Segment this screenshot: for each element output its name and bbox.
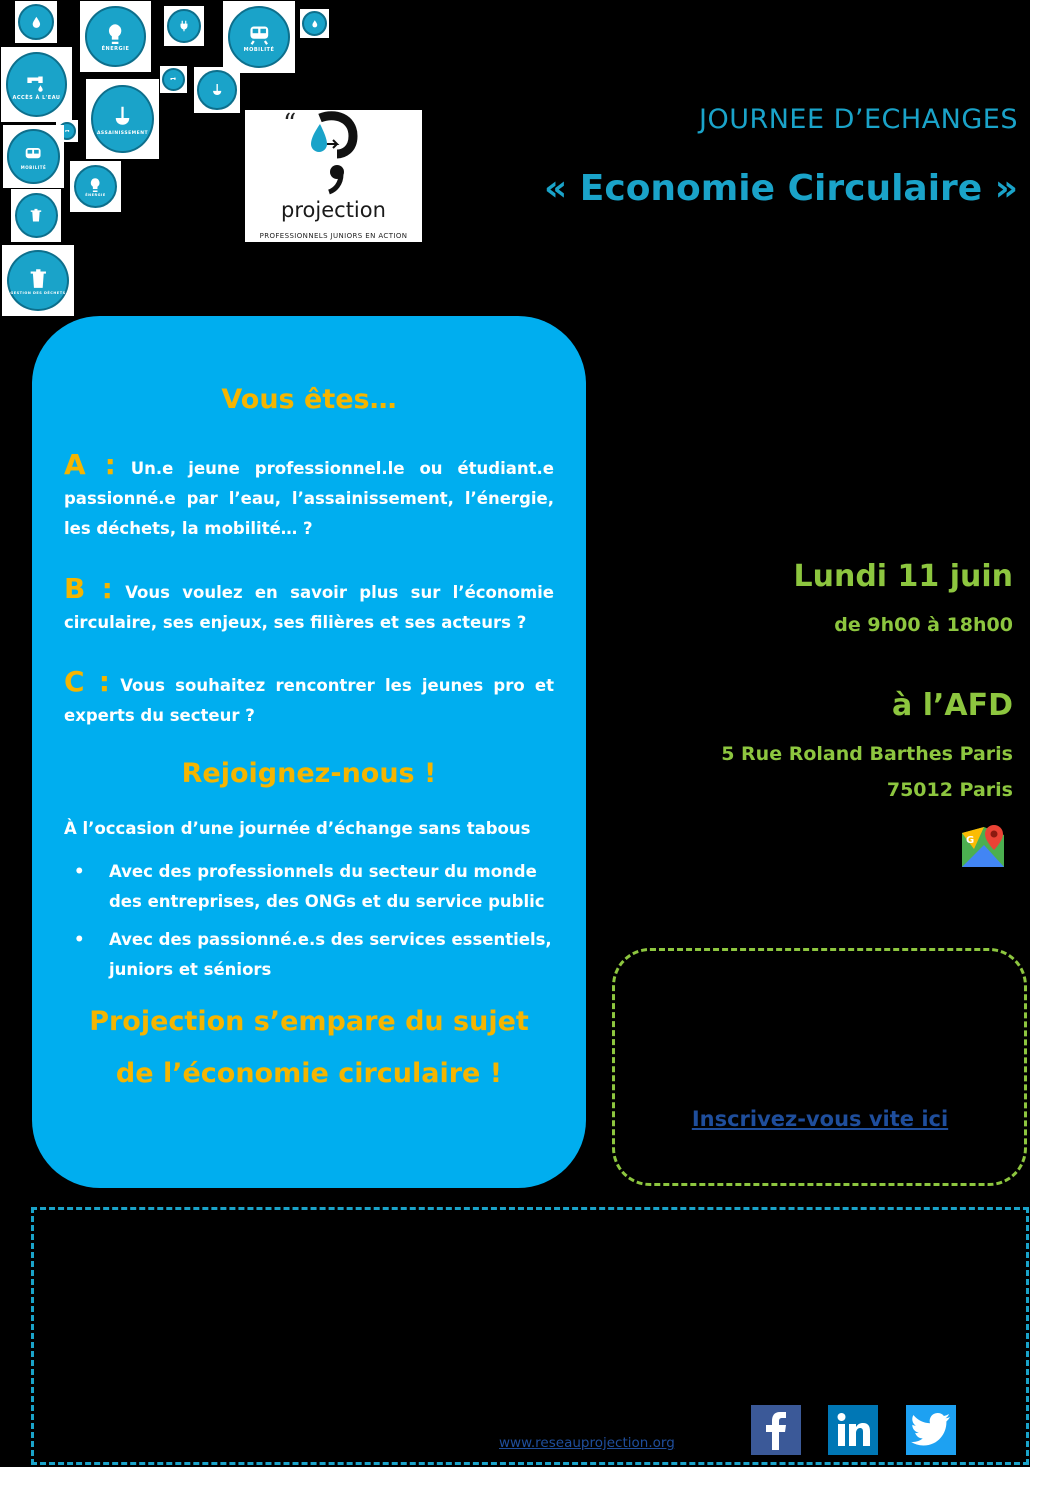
item-a-text: Un.e jeune professionnel.le ou étudiant.e passionné.e par l’eau, l’assainissement, l’énergie, les déchets, la mobilité… ? (64, 459, 554, 538)
bullet-marker: • (74, 862, 85, 881)
bullet-text: Avec des professionnels du secteur du monde des entreprises, des ONGs et du service public (109, 862, 545, 911)
small-plug-icon (164, 6, 204, 46)
bullet-item (64, 857, 564, 917)
bullet-marker: • (74, 930, 85, 949)
bullet-item (64, 925, 564, 985)
linkedin-icon[interactable] (828, 1405, 878, 1455)
event-venue: à l’AFD (892, 688, 1013, 723)
join-heading: Rejoignez-nous ! (181, 758, 437, 789)
small-tap-icon (160, 66, 187, 93)
item-c-letter: C : (64, 665, 110, 698)
assainissement-icon: ASSAINISSEMENT (86, 79, 159, 159)
mobilite-small-icon: MOBILITÉ (3, 125, 64, 188)
small-plunger-icon (194, 67, 240, 113)
acces-eau-icon: ACCÈS À L'EAU (1, 47, 72, 122)
address-line-2: 75012 Paris (886, 779, 1013, 801)
mobilite-icon: MOBILITÉ (223, 1, 295, 73)
address-line-1: 5 Rue Roland Barthes Paris (721, 743, 1013, 765)
panel-heading: Vous êtes… (221, 384, 397, 415)
registration-box (612, 948, 1027, 1186)
panel-bullet-list (64, 857, 564, 993)
bullet-text: Avec des passionné.e.s des services essentiels, juniors et séniors (109, 930, 552, 979)
register-link[interactable]: Inscrivez-vous vite ici (691, 1107, 949, 1131)
projection-logo (245, 110, 422, 242)
event-title: « Economie Circulaire » (543, 168, 1018, 209)
eau-icon (15, 1, 57, 43)
svg-text:G: G (966, 835, 975, 846)
item-b (64, 574, 554, 638)
footer-box (31, 1207, 1029, 1465)
facebook-icon[interactable] (751, 1405, 801, 1455)
dechets-small-icon (11, 189, 61, 242)
gestion-dechets-icon: GESTION DES DÉCHETS (2, 245, 74, 316)
logo-mark-icon (275, 110, 395, 198)
item-a (64, 450, 554, 544)
energie-icon: ÉNERGIE (80, 1, 151, 72)
small-drop-icon (300, 9, 329, 38)
bottom-page-edge (0, 1467, 1058, 1497)
audience-panel (32, 316, 586, 1188)
website-link[interactable]: www.reseauprojection.org (499, 1435, 675, 1451)
item-c-text: Vous souhaitez rencontrer les jeunes pro et experts du secteur ? (64, 676, 555, 725)
item-a-letter: A : (64, 448, 116, 481)
logo-tagline: PROFESSIONNELS JUNIORS EN ACTION (259, 232, 408, 240)
event-time: de 9h00 à 18h00 (834, 614, 1013, 636)
item-b-text: Vous voulez en savoir plus sur l’économie circulaire, ses enjeux, ses filières et ses acteurs ? (64, 583, 554, 632)
panel-closing: Projection s’empare du sujet de l’économie circulaire ! (89, 1006, 529, 1089)
energie-small-icon: ÉNERGIE (70, 161, 121, 212)
logo-wordmark: projection (281, 198, 386, 222)
twitter-icon[interactable] (906, 1405, 956, 1455)
panel-intro: À l’occasion d’une journée d’échange sans tabous (64, 819, 531, 838)
right-page-edge (1030, 0, 1058, 1497)
event-date: Lundi 11 juin (793, 559, 1013, 594)
item-b-letter: B : (64, 572, 113, 605)
item-c (64, 667, 554, 731)
google-maps-icon[interactable] (960, 823, 1006, 869)
svg-text:“: “ (283, 110, 297, 139)
event-type-heading: JOURNEE D’ECHANGES (698, 104, 1018, 135)
